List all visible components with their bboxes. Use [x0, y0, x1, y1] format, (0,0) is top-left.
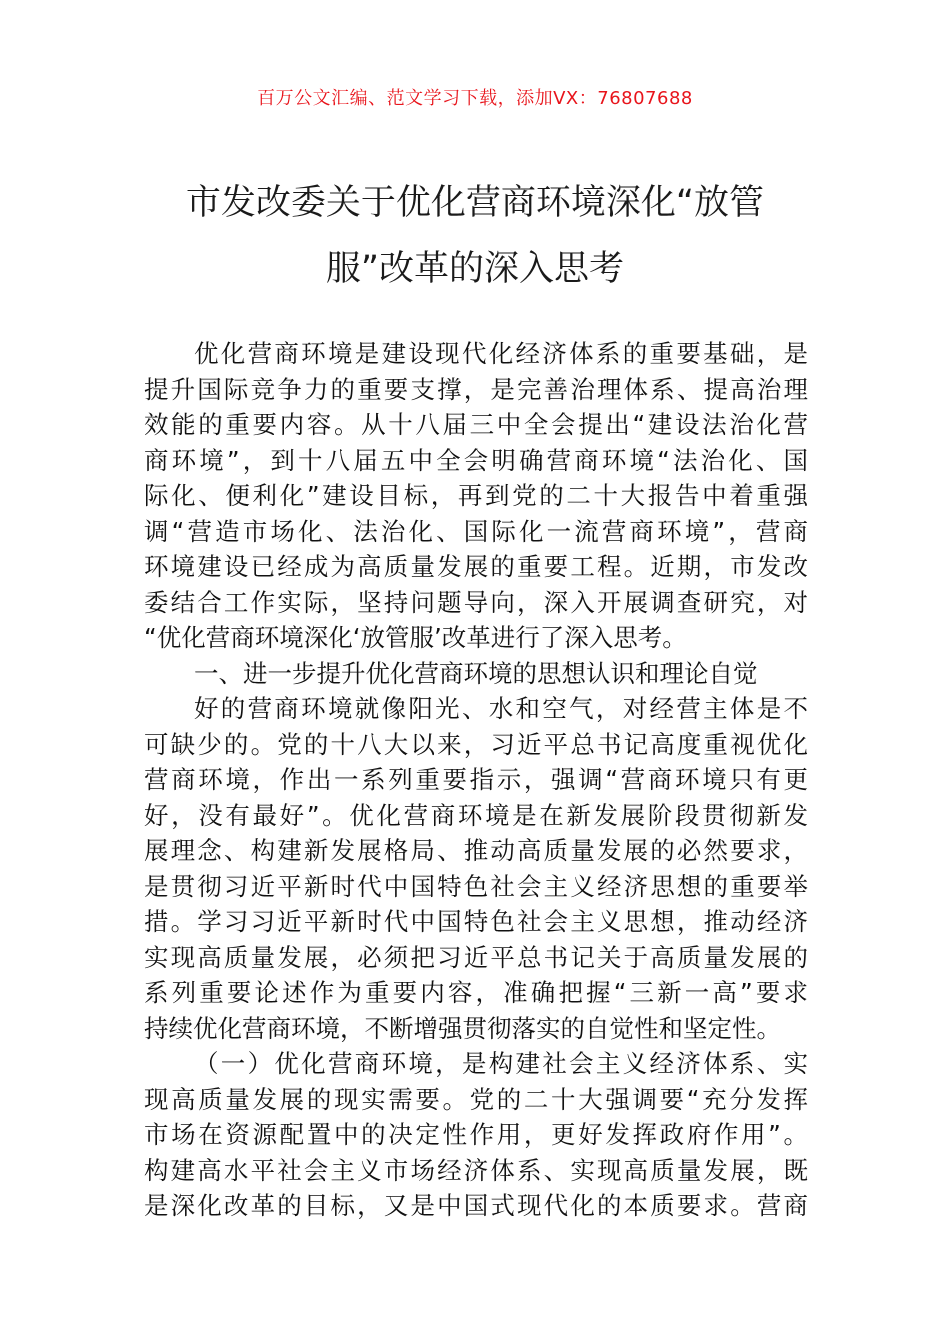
body-line: 现高质量发展的现实需要。党的二十大强调要“充分发挥	[144, 1084, 808, 1114]
body-line: 可缺少的。党的十八大以来，习近平总书记高度重视优化	[144, 729, 808, 759]
body-line: 调“营造市场化、法治化、国际化一流营商环境”，营商	[144, 516, 808, 546]
section-heading: 一、进一步提升优化营商环境的思想认识和理论自觉	[194, 658, 758, 688]
document-title-line-2: 服”改革的深入思考	[325, 249, 625, 289]
body-line: 好的营商环境就像阳光、水和空气，对经营主体是不	[194, 694, 808, 723]
body-line: 系列重要论述作为重要内容，准确把握“三新一高”要求	[144, 978, 808, 1007]
body-line: 构建高水平社会主义市场经济体系、实现高质量发展，既	[144, 1155, 808, 1185]
body-line: 际化、便利化”建设目标，再到党的二十大报告中着重强	[144, 481, 808, 510]
document-body	[144, 336, 808, 1224]
body-line: 优化营商环境是建设现代化经济体系的重要基础，是	[194, 339, 808, 368]
body-line: 是深化改革的目标，又是中国式现代化的本质要求。营商	[144, 1191, 808, 1220]
body-line: 营商环境，作出一系列重要指示，强调“营商环境只有更	[144, 765, 808, 794]
body-line: 措。学习习近平新时代中国特色社会主义思想，推动经济	[144, 907, 808, 936]
body-line: 好，没有最好”。优化营商环境是在新发展阶段贯彻新发	[144, 800, 808, 830]
body-line: “优化营商环境深化‘放管服’改革进行了深入思考。	[144, 623, 687, 652]
header-note: 百万公文汇编、范文学习下载，添加VX：76807688	[257, 88, 693, 109]
body-line: （一）优化营商环境，是构建社会主义经济体系、实	[194, 1049, 808, 1078]
body-line: 持续优化营商环境，不断增强贯彻落实的自觉性和坚定性。	[144, 1013, 781, 1043]
body-line: 委结合工作实际，坚持问题导向，深入开展调查研究，对	[144, 587, 808, 617]
body-line: 环境建设已经成为高质量发展的重要工程。近期，市发改	[144, 552, 808, 581]
body-line: 提升国际竞争力的重要支撑，是完善治理体系、提高治理	[144, 374, 808, 404]
body-line: 展理念、构建新发展格局、推动高质量发展的必然要求，	[144, 836, 808, 865]
body-line: 市场在资源配置中的决定性作用，更好发挥政府作用”。	[144, 1120, 808, 1149]
body-line: 商环境”，到十八届五中全会明确营商环境“法治化、国	[144, 445, 808, 475]
body-line: 实现高质量发展，必须把习近平总书记关于高质量发展的	[144, 942, 808, 972]
document-title-line-1: 市发改委关于优化营商环境深化“放管	[185, 183, 765, 223]
body-line: 效能的重要内容。从十八届三中全会提出“建设法治化营	[144, 410, 808, 439]
body-line: 是贯彻习近平新时代中国特色社会主义经济思想的重要举	[144, 871, 808, 901]
